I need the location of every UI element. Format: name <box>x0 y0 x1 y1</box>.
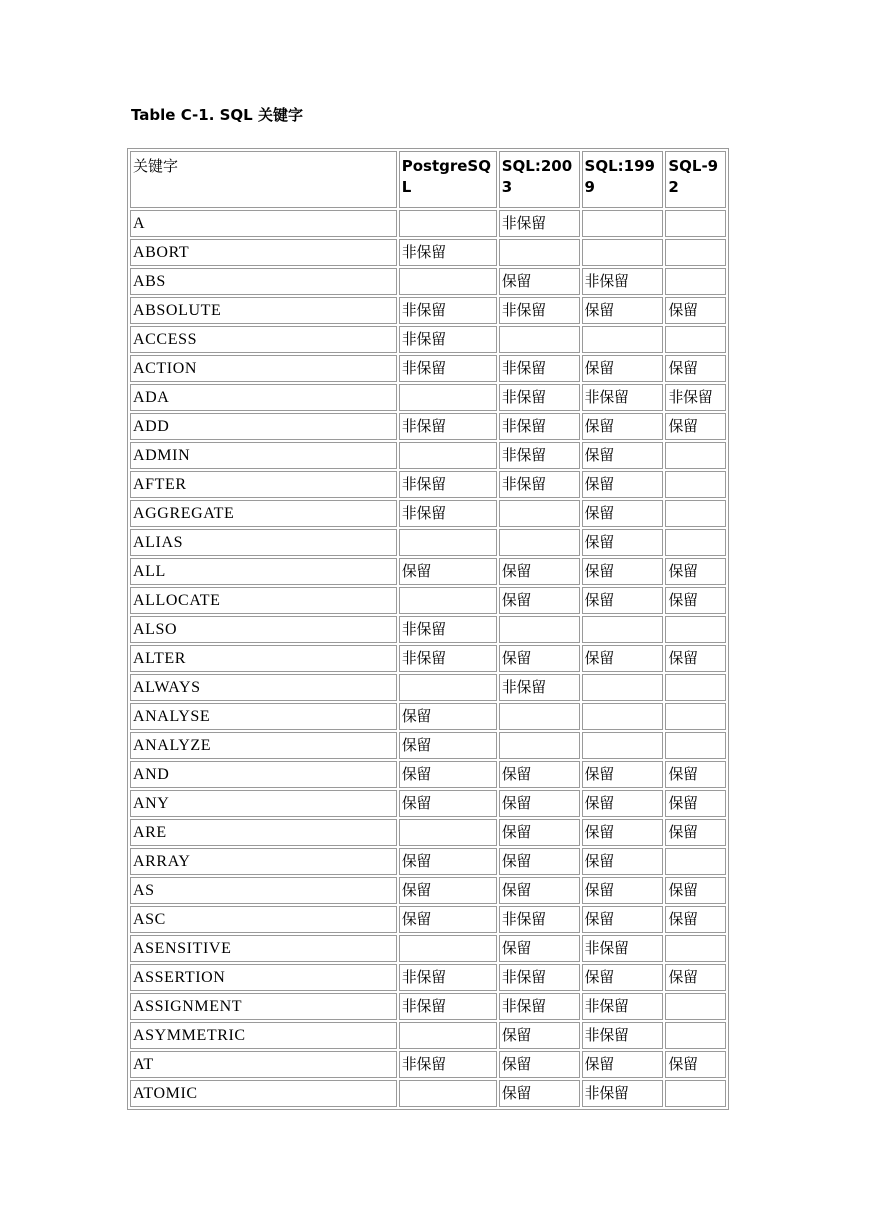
sql1999-cell: 非保留 <box>582 1022 664 1049</box>
keyword-cell: ADA <box>130 384 397 411</box>
table-row <box>130 413 726 440</box>
table-row <box>130 703 726 730</box>
postgresql-cell: 非保留 <box>399 964 497 991</box>
keyword-cell: AND <box>130 761 397 788</box>
sql1999-cell: 保留 <box>582 645 664 672</box>
column-header-sql92: SQL-92 <box>665 151 726 208</box>
sql92-cell <box>665 210 726 237</box>
table-row <box>130 471 726 498</box>
sql2003-cell: 非保留 <box>499 964 580 991</box>
postgresql-cell: 非保留 <box>399 355 497 382</box>
keyword-cell: ALWAYS <box>130 674 397 701</box>
keyword-cell: ARE <box>130 819 397 846</box>
sql1999-cell: 非保留 <box>582 1080 664 1107</box>
column-header-postgresql: PostgreSQL <box>399 151 497 208</box>
sql92-cell <box>665 268 726 295</box>
keyword-cell: ABSOLUTE <box>130 297 397 324</box>
postgresql-cell <box>399 529 497 556</box>
table-row <box>130 877 726 904</box>
sql1999-cell: 非保留 <box>582 268 664 295</box>
column-header-keyword: 关键字 <box>130 151 397 208</box>
sql2003-cell: 保留 <box>499 761 580 788</box>
sql92-cell <box>665 442 726 469</box>
table-row <box>130 210 726 237</box>
sql92-cell: 保留 <box>665 413 726 440</box>
table-row <box>130 964 726 991</box>
sql92-cell: 保留 <box>665 1051 726 1078</box>
table-row <box>130 239 726 266</box>
sql1999-cell <box>582 239 664 266</box>
sql92-cell: 保留 <box>665 645 726 672</box>
sql1999-cell: 非保留 <box>582 935 664 962</box>
sql2003-cell: 非保留 <box>499 674 580 701</box>
postgresql-cell: 非保留 <box>399 326 497 353</box>
table-row <box>130 384 726 411</box>
table-row <box>130 442 726 469</box>
sql2003-cell: 保留 <box>499 268 580 295</box>
sql92-cell <box>665 616 726 643</box>
table-row <box>130 1051 726 1078</box>
sql2003-cell: 非保留 <box>499 210 580 237</box>
keyword-cell: ABS <box>130 268 397 295</box>
sql1999-cell: 保留 <box>582 1051 664 1078</box>
keyword-cell: A <box>130 210 397 237</box>
sql2003-cell <box>499 529 580 556</box>
sql92-cell <box>665 732 726 759</box>
sql1999-cell: 保留 <box>582 761 664 788</box>
keyword-cell: ACCESS <box>130 326 397 353</box>
sql92-cell: 保留 <box>665 819 726 846</box>
table-row <box>130 326 726 353</box>
sql1999-cell: 保留 <box>582 413 664 440</box>
sql92-cell <box>665 993 726 1020</box>
keyword-cell: ALLOCATE <box>130 587 397 614</box>
sql2003-cell <box>499 239 580 266</box>
keyword-cell: AT <box>130 1051 397 1078</box>
column-header-sql2003: SQL:2003 <box>499 151 580 208</box>
sql92-cell: 非保留 <box>665 384 726 411</box>
keyword-cell: ASSERTION <box>130 964 397 991</box>
postgresql-cell <box>399 442 497 469</box>
sql92-cell: 保留 <box>665 297 726 324</box>
sql2003-cell: 非保留 <box>499 442 580 469</box>
sql2003-cell: 非保留 <box>499 471 580 498</box>
sql1999-cell: 保留 <box>582 471 664 498</box>
keyword-cell: ATOMIC <box>130 1080 397 1107</box>
sql1999-cell: 保留 <box>582 877 664 904</box>
postgresql-cell: 非保留 <box>399 616 497 643</box>
table-row <box>130 732 726 759</box>
sql2003-cell: 非保留 <box>499 413 580 440</box>
table-row <box>130 993 726 1020</box>
postgresql-cell: 保留 <box>399 848 497 875</box>
sql92-cell <box>665 239 726 266</box>
column-header-sql1999: SQL:1999 <box>582 151 664 208</box>
postgresql-cell <box>399 935 497 962</box>
sql2003-cell: 保留 <box>499 877 580 904</box>
postgresql-cell: 非保留 <box>399 239 497 266</box>
sql2003-cell: 非保留 <box>499 993 580 1020</box>
sql2003-cell: 非保留 <box>499 355 580 382</box>
sql2003-cell: 保留 <box>499 819 580 846</box>
sql2003-cell <box>499 326 580 353</box>
sql92-cell <box>665 1022 726 1049</box>
keyword-cell: AS <box>130 877 397 904</box>
table-row <box>130 1080 726 1107</box>
keyword-cell: AGGREGATE <box>130 500 397 527</box>
table-row <box>130 529 726 556</box>
sql1999-cell: 非保留 <box>582 993 664 1020</box>
keyword-cell: ASYMMETRIC <box>130 1022 397 1049</box>
postgresql-cell: 非保留 <box>399 645 497 672</box>
postgresql-cell: 非保留 <box>399 413 497 440</box>
postgresql-cell <box>399 674 497 701</box>
sql2003-cell: 保留 <box>499 558 580 585</box>
postgresql-cell: 保留 <box>399 761 497 788</box>
postgresql-cell: 保留 <box>399 703 497 730</box>
sql1999-cell: 保留 <box>582 790 664 817</box>
keyword-cell: ALTER <box>130 645 397 672</box>
sql2003-cell: 保留 <box>499 935 580 962</box>
sql92-cell <box>665 1080 726 1107</box>
sql1999-cell: 保留 <box>582 848 664 875</box>
sql1999-cell: 保留 <box>582 819 664 846</box>
keyword-cell: ARRAY <box>130 848 397 875</box>
sql1999-cell <box>582 326 664 353</box>
keyword-cell: ADD <box>130 413 397 440</box>
postgresql-cell <box>399 384 497 411</box>
sql2003-cell: 非保留 <box>499 297 580 324</box>
sql92-cell <box>665 674 726 701</box>
table-row <box>130 558 726 585</box>
postgresql-cell <box>399 210 497 237</box>
sql2003-cell: 保留 <box>499 645 580 672</box>
postgresql-cell <box>399 1080 497 1107</box>
keyword-cell: ASSIGNMENT <box>130 993 397 1020</box>
sql1999-cell <box>582 703 664 730</box>
sql2003-cell: 保留 <box>499 1022 580 1049</box>
postgresql-cell: 非保留 <box>399 1051 497 1078</box>
table-row <box>130 616 726 643</box>
sql92-cell <box>665 471 726 498</box>
sql2003-cell: 非保留 <box>499 384 580 411</box>
sql2003-cell <box>499 732 580 759</box>
sql1999-cell <box>582 732 664 759</box>
sql92-cell <box>665 500 726 527</box>
sql2003-cell: 非保留 <box>499 906 580 933</box>
postgresql-cell: 保留 <box>399 877 497 904</box>
postgresql-cell <box>399 819 497 846</box>
keyword-cell: ADMIN <box>130 442 397 469</box>
table-row <box>130 297 726 324</box>
sql1999-cell: 保留 <box>582 558 664 585</box>
sql2003-cell: 保留 <box>499 587 580 614</box>
postgresql-cell: 非保留 <box>399 993 497 1020</box>
sql1999-cell: 保留 <box>582 529 664 556</box>
sql1999-cell: 保留 <box>582 297 664 324</box>
sql92-cell: 保留 <box>665 877 726 904</box>
sql1999-cell: 保留 <box>582 355 664 382</box>
postgresql-cell: 保留 <box>399 906 497 933</box>
sql92-cell: 保留 <box>665 355 726 382</box>
postgresql-cell <box>399 268 497 295</box>
table-header-row <box>130 151 726 208</box>
sql2003-cell <box>499 703 580 730</box>
table-row <box>130 355 726 382</box>
sql92-cell: 保留 <box>665 790 726 817</box>
keyword-cell: ASC <box>130 906 397 933</box>
table-row <box>130 1022 726 1049</box>
sql1999-cell: 保留 <box>582 964 664 991</box>
sql92-cell: 保留 <box>665 964 726 991</box>
table-row <box>130 674 726 701</box>
postgresql-cell <box>399 587 497 614</box>
sql1999-cell: 保留 <box>582 587 664 614</box>
keyword-cell: ASENSITIVE <box>130 935 397 962</box>
page-title: Table C-1. SQL 关键字 <box>131 106 303 124</box>
table-row <box>130 906 726 933</box>
keyword-cell: ANY <box>130 790 397 817</box>
sql1999-cell <box>582 616 664 643</box>
sql92-cell <box>665 326 726 353</box>
sql1999-cell <box>582 674 664 701</box>
sql92-cell <box>665 529 726 556</box>
keywords-table <box>127 148 729 1110</box>
postgresql-cell: 保留 <box>399 790 497 817</box>
sql92-cell <box>665 703 726 730</box>
keyword-cell: ABORT <box>130 239 397 266</box>
postgresql-cell: 保留 <box>399 732 497 759</box>
keyword-cell: AFTER <box>130 471 397 498</box>
table-row <box>130 848 726 875</box>
sql92-cell <box>665 935 726 962</box>
postgresql-cell: 保留 <box>399 558 497 585</box>
table-body <box>130 210 726 1107</box>
table-row <box>130 935 726 962</box>
postgresql-cell: 非保留 <box>399 297 497 324</box>
sql2003-cell: 保留 <box>499 848 580 875</box>
keyword-cell: ACTION <box>130 355 397 382</box>
sql2003-cell: 保留 <box>499 790 580 817</box>
sql2003-cell <box>499 500 580 527</box>
sql92-cell: 保留 <box>665 906 726 933</box>
table-row <box>130 790 726 817</box>
table-row <box>130 645 726 672</box>
keyword-cell: ALL <box>130 558 397 585</box>
postgresql-cell <box>399 1022 497 1049</box>
sql2003-cell: 保留 <box>499 1051 580 1078</box>
sql92-cell <box>665 848 726 875</box>
table-row <box>130 268 726 295</box>
table-row <box>130 500 726 527</box>
sql92-cell: 保留 <box>665 761 726 788</box>
table-row <box>130 819 726 846</box>
sql1999-cell <box>582 210 664 237</box>
keyword-cell: ANALYZE <box>130 732 397 759</box>
sql1999-cell: 保留 <box>582 442 664 469</box>
sql1999-cell: 非保留 <box>582 384 664 411</box>
keyword-cell: ANALYSE <box>130 703 397 730</box>
sql1999-cell: 保留 <box>582 906 664 933</box>
keyword-cell: ALIAS <box>130 529 397 556</box>
sql2003-cell: 保留 <box>499 1080 580 1107</box>
sql92-cell: 保留 <box>665 558 726 585</box>
postgresql-cell: 非保留 <box>399 500 497 527</box>
postgresql-cell: 非保留 <box>399 471 497 498</box>
sql2003-cell <box>499 616 580 643</box>
table-row <box>130 587 726 614</box>
sql92-cell: 保留 <box>665 587 726 614</box>
sql1999-cell: 保留 <box>582 500 664 527</box>
table-row <box>130 761 726 788</box>
keyword-cell: ALSO <box>130 616 397 643</box>
